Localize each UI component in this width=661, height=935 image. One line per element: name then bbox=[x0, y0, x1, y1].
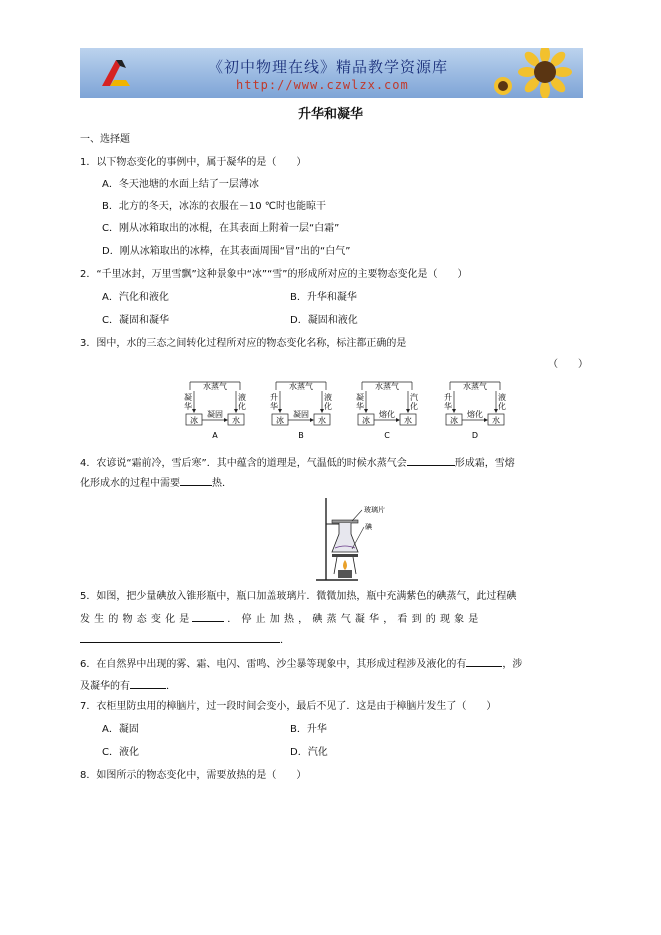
iodine-pointer bbox=[352, 527, 364, 549]
water-label: 水 bbox=[492, 416, 500, 425]
left-process-char-1: 升 bbox=[444, 393, 452, 402]
q5-text-3: ． bbox=[280, 635, 290, 646]
q2-option-b: B．升华和凝华 bbox=[290, 292, 357, 303]
q2-option-a: A．汽化和液化 bbox=[102, 292, 169, 303]
left-arrowhead bbox=[192, 409, 196, 413]
right-process-char-2: 化 bbox=[324, 402, 332, 411]
q7-option-b: B．升华 bbox=[290, 724, 327, 735]
q5-blank-1[interactable] bbox=[192, 611, 224, 622]
sunflower-icon bbox=[487, 48, 577, 98]
left-arrowhead bbox=[364, 409, 368, 413]
left-process-char-1: 凝 bbox=[356, 393, 364, 402]
q6-line2 bbox=[80, 678, 176, 694]
q3-diagram-b bbox=[270, 378, 332, 442]
q3-answer-paren: （ ） bbox=[548, 359, 588, 370]
vapor-label: 水蒸气 bbox=[289, 382, 313, 391]
logo-icon bbox=[96, 56, 136, 90]
ice-label: 冰 bbox=[450, 416, 458, 425]
q5-blank-2[interactable] bbox=[80, 632, 280, 643]
q6-blank-1[interactable] bbox=[466, 656, 502, 667]
header-banner bbox=[80, 48, 583, 98]
bottom-arrowhead bbox=[310, 418, 314, 422]
water-label: 水 bbox=[318, 416, 326, 425]
q3-stem: 3．图中，水的三态之间转化过程所对应的物态变化名称，标注都正确的是 bbox=[80, 338, 407, 349]
q4-text-3: 化形成水的过程中需要 bbox=[80, 478, 180, 489]
alcohol-lamp bbox=[338, 570, 352, 578]
bottom-arrowhead bbox=[396, 418, 400, 422]
banner-title: 《初中物理在线》精品教学资源库 bbox=[208, 58, 449, 76]
q1-option-b: B．北方的冬天，冰冻的衣服在－10 ℃时也能晾干 bbox=[102, 201, 326, 212]
left-process-char-2: 华 bbox=[356, 402, 364, 411]
q1-option-a: A．冬天池塘的水面上结了一层薄冰 bbox=[102, 179, 259, 190]
right-process-char-2: 化 bbox=[498, 402, 506, 411]
ice-label: 冰 bbox=[362, 416, 370, 425]
q6-text-1: 6．在自然界中出现的雾、霜、电闪、雷鸣、沙尘暴等现象中，其形成过程涉及液化的有 bbox=[80, 659, 467, 670]
right-process-char-2: 化 bbox=[410, 402, 418, 411]
bottom-arrowhead bbox=[224, 418, 228, 422]
q4-text-2: 形成霜，雪熔 bbox=[454, 458, 515, 469]
iodine-apparatus-figure bbox=[312, 494, 392, 584]
left-arrowhead bbox=[452, 409, 456, 413]
water-label: 水 bbox=[404, 416, 412, 425]
ice-label: 冰 bbox=[190, 416, 198, 425]
right-process-char-1: 液 bbox=[498, 393, 506, 402]
diagram-letter: C bbox=[384, 431, 390, 440]
q7-stem: 7．衣柜里防虫用的樟脑片，过一段时间会变小，最后不见了．这是由于樟脑片发生了（ ） bbox=[80, 701, 497, 712]
q3-diagram-a bbox=[184, 378, 246, 442]
q4-line1 bbox=[80, 455, 515, 471]
q2-option-d: D．凝固和液化 bbox=[290, 315, 358, 326]
diagram-letter: D bbox=[471, 431, 479, 440]
q3-diagram-c bbox=[356, 378, 418, 442]
q4-blank-1[interactable] bbox=[407, 455, 455, 466]
q6-line1 bbox=[80, 656, 522, 672]
glass-pointer bbox=[352, 510, 362, 521]
glass-plate bbox=[332, 520, 358, 523]
q6-text-3: 及凝华的有 bbox=[80, 681, 130, 692]
q6-blank-2[interactable] bbox=[130, 678, 166, 689]
left-process-char-1: 升 bbox=[270, 393, 278, 402]
q3-diagram-d bbox=[444, 378, 506, 442]
q4-text-4: 热． bbox=[212, 478, 232, 489]
q4-line2 bbox=[80, 475, 232, 491]
bottom-process-label: 熔化 bbox=[379, 410, 395, 419]
diagram-letter: A bbox=[212, 431, 218, 440]
q4-text-1: 4．农谚说“霜前冷，雪后寒”．其中蕴含的道理是，气温低的时候水蒸气会 bbox=[80, 458, 407, 469]
water-label: 水 bbox=[232, 416, 240, 425]
banner-url[interactable]: http://www.czwlzx.com bbox=[236, 78, 409, 92]
q6-text-4: ． bbox=[166, 681, 176, 692]
q5-line3 bbox=[80, 632, 290, 648]
q5-text-2: ． 停 止 加 热 ， 碘 蒸 气 凝 华 ， 看 到 的 现 象 是 bbox=[227, 614, 479, 625]
q1-option-d: D．刚从冰箱取出的冰棒，在其表面周围“冒”出的“白气” bbox=[102, 246, 351, 257]
bottom-process-label: 凝固 bbox=[293, 410, 309, 419]
right-process-char-1: 液 bbox=[324, 393, 332, 402]
bottom-process-label: 凝固 bbox=[207, 410, 223, 419]
q2-option-c: C．凝固和凝华 bbox=[102, 315, 169, 326]
page-title: 升华和凝华 bbox=[297, 107, 363, 122]
flame bbox=[343, 560, 347, 570]
left-arrowhead bbox=[278, 409, 282, 413]
left-process-char-2: 华 bbox=[184, 402, 192, 411]
q7-option-a: A．凝固 bbox=[102, 724, 139, 735]
q5-line1: 5．如图，把少量碘放入锥形瓶中，瓶口加盖玻璃片．微微加热，瓶中充满紫色的碘蒸气，此过程碘 bbox=[80, 591, 517, 602]
q8-stem: 8．如图所示的物态变化中，需要放热的是（ ） bbox=[80, 770, 307, 781]
bottom-process-label: 熔化 bbox=[467, 410, 483, 419]
right-process-char-1: 液 bbox=[238, 393, 246, 402]
vapor-label: 水蒸气 bbox=[375, 382, 399, 391]
q1-option-c: C．刚从冰箱取出的冰棍，在其表面上附着一层“白霜” bbox=[102, 223, 340, 234]
left-process-char-1: 凝 bbox=[184, 393, 192, 402]
vapor-label: 水蒸气 bbox=[203, 382, 227, 391]
left-process-char-2: 华 bbox=[270, 402, 278, 411]
ice-label: 冰 bbox=[276, 416, 284, 425]
bottom-arrowhead bbox=[484, 418, 488, 422]
q4-blank-2[interactable] bbox=[180, 475, 212, 486]
vapor-label: 水蒸气 bbox=[463, 382, 487, 391]
right-process-char-1: 汽 bbox=[410, 393, 418, 402]
q7-option-d: D．汽化 bbox=[290, 747, 328, 758]
q7-option-c: C．液化 bbox=[102, 747, 139, 758]
right-process-char-2: 化 bbox=[238, 402, 246, 411]
left-process-char-2: 华 bbox=[444, 402, 452, 411]
q2-stem: 2．“千里冰封，万里雪飘”这种景象中“冰”“雪”的形成所对应的主要物态变化是（ ） bbox=[80, 269, 468, 280]
q5-text-1: 发 生 的 物 态 变 化 是 bbox=[80, 614, 190, 625]
diagram-letter: B bbox=[298, 431, 304, 440]
q6-text-2: ，涉 bbox=[502, 659, 523, 670]
glass-plate-label: 玻璃片 bbox=[364, 506, 385, 514]
iodine-label: 碘 bbox=[365, 523, 372, 531]
section-heading: 一、选择题 bbox=[80, 134, 130, 145]
q5-line2 bbox=[80, 611, 478, 627]
wire-gauze bbox=[332, 554, 358, 557]
q1-stem: 1．以下物态变化的事例中，属于凝华的是（ ） bbox=[80, 157, 307, 168]
